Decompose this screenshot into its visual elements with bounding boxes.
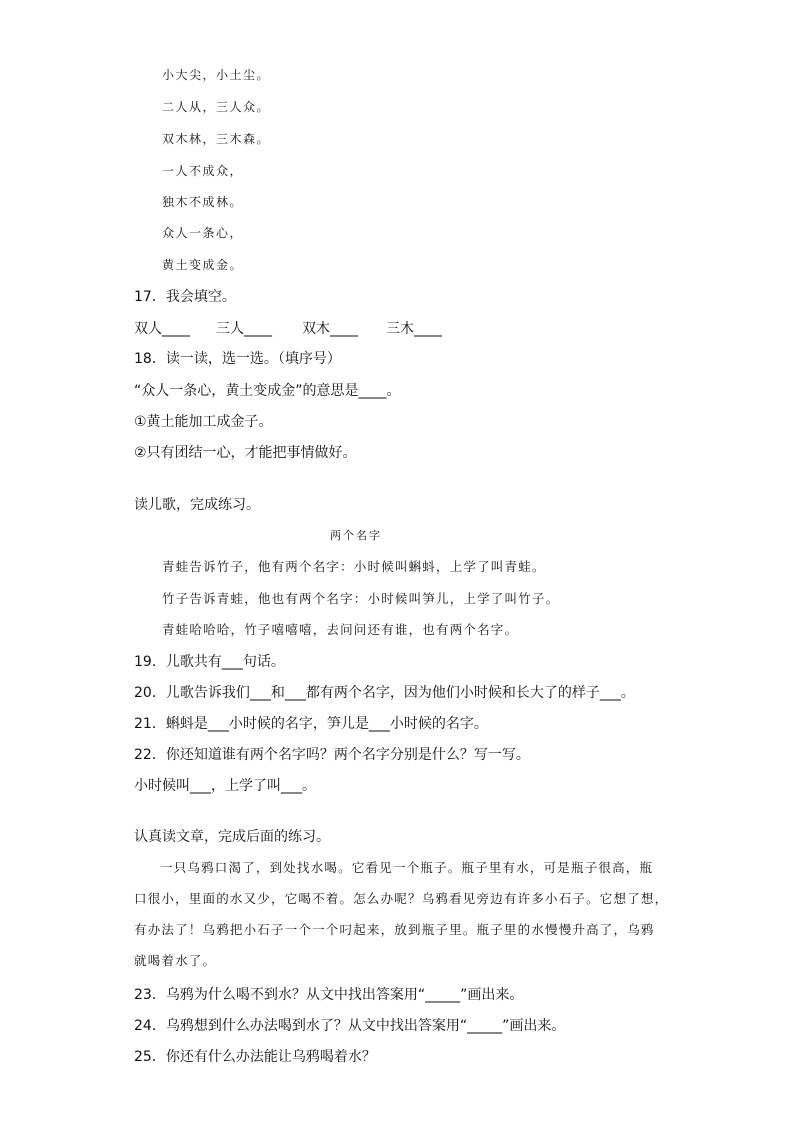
poem-line: 小大尖，小土尘。	[162, 68, 271, 82]
question-18-prompt: “众人一条心，黄土变成金”的意思是____。	[134, 383, 401, 399]
poem-line: 一人不成众，	[162, 164, 244, 178]
poem-line: 众人一条心，	[162, 226, 244, 240]
poem-line: 竹子告诉青蛙，他也有两个名字：小时候叫笋儿，上学了叫竹子。	[162, 591, 560, 606]
fill-blank[interactable]: 双木____	[302, 321, 358, 337]
question-23: 23．乌鸦为什么喝不到水？从文中找出答案用“_____”画出来。	[134, 987, 524, 1003]
question-24: 24．乌鸦想到什么办法喝到水了？从文中找出答案用“_____”画出来。	[134, 1018, 566, 1034]
poem-title: 两个名字	[330, 529, 382, 542]
question-19: 19．儿歌共有___句话。	[134, 654, 285, 670]
question-20: 20．儿歌告诉我们___和___都有两个名字，因为他们小时候和长大了的样子___。	[134, 685, 635, 701]
poem-line: 二人从，三人众。	[162, 100, 271, 114]
passage-line: 口很小，里面的水又少，它喝不着。怎么办呢？乌鸦看见旁边有许多小石子。它想了想，	[134, 891, 669, 906]
poem-line: 黄土变成金。	[162, 258, 244, 272]
passage-line: 有办法了！乌鸦把小石子一个一个叼起来，放到瓶子里。瓶子里的水慢慢升高了，乌鸦	[134, 922, 655, 937]
poem-line: 双木林，三木森。	[162, 132, 271, 146]
passage-line: 一只乌鸦口渴了，到处找水喝。它看见一个瓶子。瓶子里有水，可是瓶子很高，瓶	[160, 860, 654, 875]
question-21: 21．蝌蚪是___小时候的名字，笋儿是___小时候的名字。	[134, 716, 488, 732]
section-intro: 认真读文章，完成后面的练习。	[134, 829, 330, 845]
question-22-title: 22．你还知道谁有两个名字吗？两个名字分别是什么？写一写。	[134, 747, 530, 763]
option-2: ②只有团结一心，才能把事情做好。	[134, 445, 357, 461]
poem-line: 青蛙哈哈哈，竹子嘻嘻嘻，去问问还有谁，也有两个名字。	[162, 622, 519, 637]
option-1: ①黄土能加工成金子。	[134, 414, 273, 430]
section-intro: 读儿歌，完成练习。	[134, 497, 260, 513]
poem-line: 独木不成林。	[162, 195, 244, 209]
question-25: 25．你还有什么办法能让乌鸦喝着水？	[134, 1049, 376, 1065]
fill-blank[interactable]: 三人____	[216, 321, 272, 337]
poem-line: 青蛙告诉竹子，他有两个名字：小时候叫蝌蚪，上学了叫青蛙。	[162, 559, 546, 574]
fill-blank[interactable]: 双人____	[134, 321, 190, 337]
passage-line: 就喝着水了。	[134, 953, 217, 968]
fill-blank[interactable]: 三木____	[386, 321, 442, 337]
question-18-title: 18．读一读，选一选。（填序号）	[134, 351, 341, 367]
question-22-fill[interactable]: 小时候叫___，上学了叫___。	[134, 778, 316, 794]
question-17-title: 17．我会填空。	[134, 289, 236, 305]
